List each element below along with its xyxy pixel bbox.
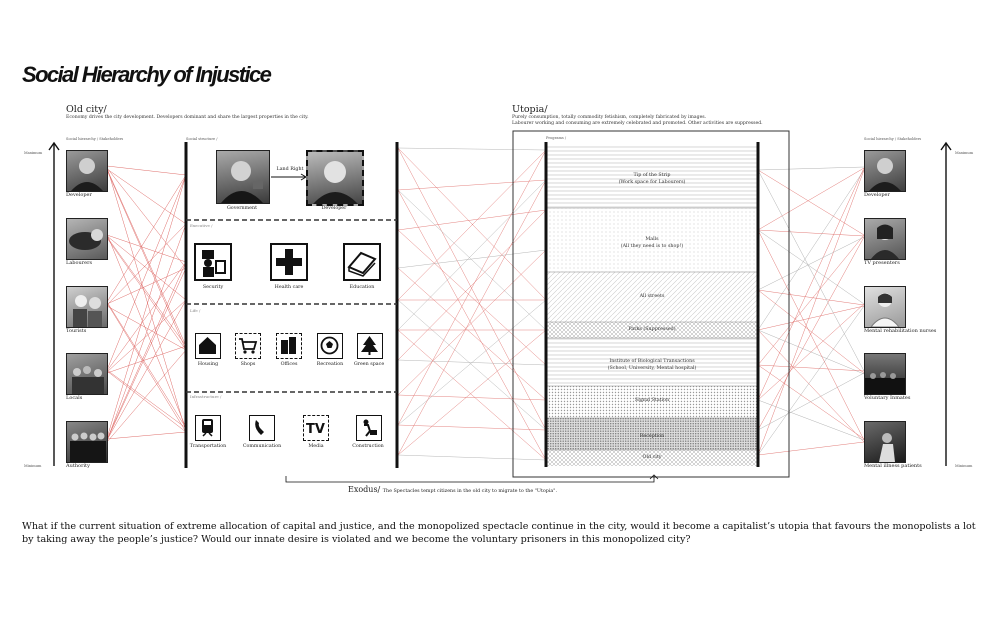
layer-line: (Work space for Labourers) <box>618 179 686 185</box>
media-label: Media <box>308 444 324 449</box>
exodus-text: The Spectacles tempt citizens in the old city to migrate to the "Utopia". <box>382 489 557 494</box>
old-city-subtitle: Economy drives the city development. Developers dominant and share the largest properties in the city. <box>66 115 309 120</box>
utopia-layer-label <box>546 455 758 462</box>
layer-line: Institute of Biological Transactions <box>609 359 695 364</box>
right-axis-min: Minimum <box>955 464 973 468</box>
tourists-photo <box>66 286 108 328</box>
labourers-photo <box>66 218 108 260</box>
recreation-icon <box>317 333 343 359</box>
right-stakeholder-label: Voluntary Inmates <box>864 395 911 401</box>
connection-line <box>107 262 186 371</box>
shops-label: Shops <box>240 362 256 367</box>
left-stakeholder-label: Labourers <box>66 260 93 266</box>
connection-line <box>107 371 186 432</box>
connection-line <box>107 432 186 439</box>
utopia-subtitle-2: Labourer working and consuming are extremely celebrated and promoted. Other activities are suppressed. <box>512 121 763 126</box>
layer-line: (School, University, Mental hospital) <box>607 365 697 371</box>
media-icon <box>303 415 329 441</box>
government-photo <box>216 150 270 204</box>
connection-line <box>107 224 186 441</box>
connection-line <box>107 175 186 302</box>
construction-icon <box>356 415 382 441</box>
education-icon <box>343 243 381 281</box>
right-hierarchy-label: Social hierarchy / Stakeholders <box>864 137 922 141</box>
left-stakeholder-label: Authority <box>66 463 90 469</box>
land-right-label: Land Right <box>276 167 304 172</box>
exodus-caption <box>348 485 557 494</box>
connection-line <box>107 169 186 346</box>
transportation-icon <box>195 415 221 441</box>
green-space-label: Green space <box>353 362 385 367</box>
utopia-layer-label <box>546 173 758 186</box>
developer-portrait <box>306 150 364 206</box>
layer-line: Malls <box>645 237 659 242</box>
connection-line <box>107 166 186 175</box>
executive-section-label: Executive / <box>190 223 213 228</box>
developer-photo <box>66 150 108 192</box>
connection-line <box>107 236 186 300</box>
housing-icon <box>195 333 221 359</box>
right-axis-max: Maximum <box>955 151 974 155</box>
layer-line: Reception <box>639 434 665 439</box>
connection-line <box>107 350 186 442</box>
left-stakeholder-label: Tourists <box>66 328 87 334</box>
tv-presenters-photo <box>864 218 906 260</box>
recreation-label: Recreation <box>316 362 344 367</box>
right-stakeholder-label: Developer <box>864 192 890 198</box>
connection-line <box>107 170 186 350</box>
security-label: Security <box>202 285 224 290</box>
voluntary-inmates-photo <box>864 353 906 395</box>
green-space-icon <box>357 333 383 359</box>
layer-line: (All they need is to shop!) <box>620 243 684 249</box>
closing-question: What if the current situation of extreme allocation of capital and justice, and the monopolized spectacle continue in the city, would it become a capitalist’s utopia that favours the monopolists a lot by taking away the people’s justice? Would our innate desire is violated and we become the voluntary prisoners in this monopolized city? <box>22 521 976 545</box>
right-stakeholder-label: Mental illness patients <box>864 463 922 469</box>
land-right-arrow <box>270 172 310 182</box>
developer-top-label: Developer <box>321 206 347 211</box>
left-stakeholder-label: Developer <box>66 192 92 198</box>
layer-line: Signal Station <box>634 398 670 403</box>
left-axis-max: Maximum <box>24 151 43 155</box>
right-stakeholder-label: Mental rehabilitation nurses <box>864 328 937 334</box>
construction-label: Construction <box>352 444 384 449</box>
housing-label: Housing <box>197 362 219 367</box>
left-hierarchy-label: Social hierarchy / Stakeholders <box>66 137 124 141</box>
programs-label: Programs / <box>546 136 567 140</box>
connection-line <box>107 175 186 370</box>
life-section-label: Life / <box>190 308 201 313</box>
layer-line: Old city <box>642 455 662 460</box>
utopia-layer-label <box>546 434 758 441</box>
communication-icon <box>249 415 275 441</box>
utopia-title: Utopia/ <box>512 104 548 115</box>
svg-text:TV: TV <box>306 422 325 437</box>
utopia-subtitle-1: Purely consumption, totally commodity fetishism, completely fabricated by images. <box>512 115 707 120</box>
old-city-title: Old city/ <box>66 104 107 115</box>
utopia-layer-label <box>546 237 758 250</box>
nurses-photo <box>864 286 906 328</box>
connection-line <box>107 224 186 305</box>
transportation-label: Transportation <box>189 444 227 449</box>
government-label: Government <box>226 206 258 211</box>
shops-icon <box>235 333 261 359</box>
right-hierarchy-axis <box>938 140 954 470</box>
security-icon <box>194 243 232 281</box>
infrastructure-section-label: Infrastructure / <box>190 394 222 399</box>
communication-label: Communication <box>242 444 282 449</box>
utopia-layer-label <box>546 294 758 301</box>
education-label: Education <box>349 285 375 290</box>
utopia-layer-label <box>546 398 758 405</box>
layer-line: All streets <box>639 294 665 299</box>
layer-line: Parks (Suppressed) <box>628 327 676 332</box>
right-stakeholder-label: TV presenters <box>864 260 900 266</box>
left-axis-min: Minimum <box>24 464 42 468</box>
connection-line <box>107 306 186 350</box>
layer-line: Tip of the Strip <box>633 173 671 178</box>
locals-photo <box>66 353 108 395</box>
connection-line <box>107 300 186 372</box>
utopia-layer-label <box>546 327 758 334</box>
utopia-layer-label <box>546 359 758 372</box>
offices-label: Offices <box>280 362 298 367</box>
social-structure-label: Social structure / <box>186 137 218 141</box>
authority-photo <box>66 421 108 463</box>
connection-line <box>107 167 186 432</box>
offices-icon <box>276 333 302 359</box>
exodus-title: Exodus/ <box>348 485 381 494</box>
health-care-label: Health care <box>274 285 304 290</box>
health-care-icon <box>270 243 308 281</box>
patients-photo <box>864 421 906 463</box>
left-stakeholder-label: Locals <box>66 395 83 401</box>
connection-line <box>107 268 186 304</box>
developer-photo-right <box>864 150 906 192</box>
left-hierarchy-axis <box>46 140 62 470</box>
page-title: Social Hierarchy of Injustice <box>22 62 271 87</box>
